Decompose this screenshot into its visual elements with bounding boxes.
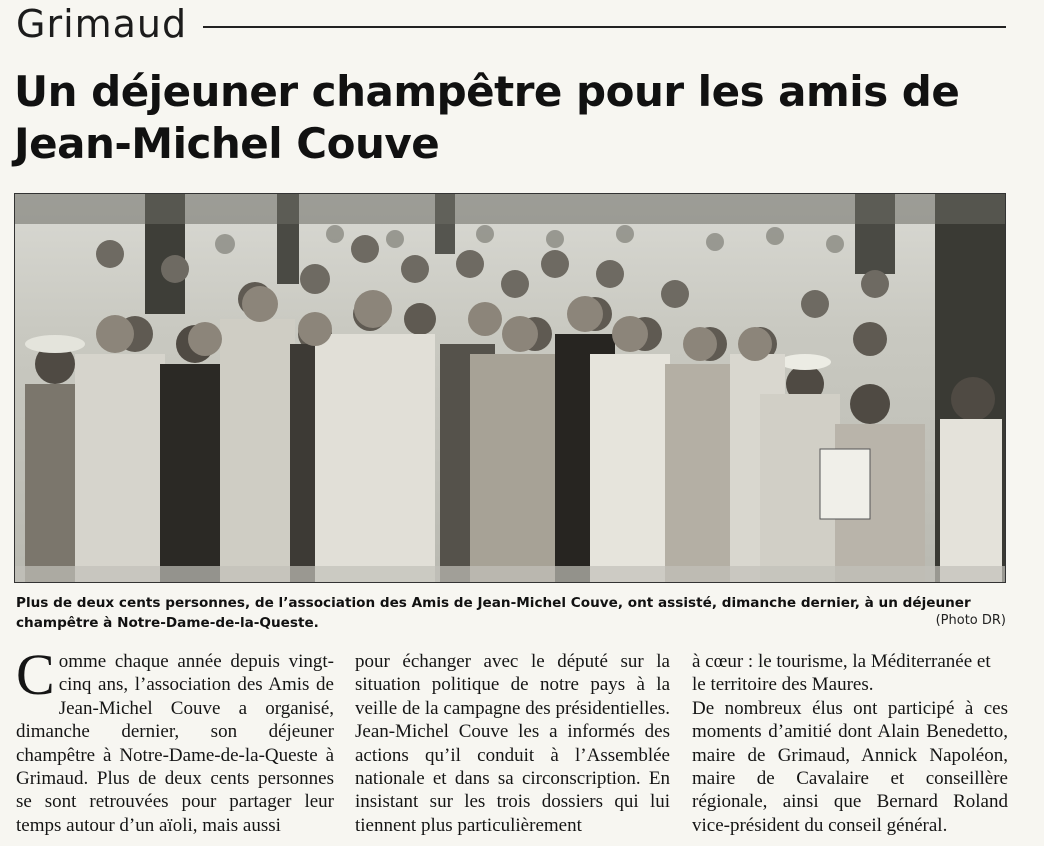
article-text-3a: à cœur : le tourisme, la Méditerranée et le territoire des Maures. [692, 651, 991, 696]
article-column-1 [16, 642, 334, 840]
photo-credit: (Photo DR) [935, 613, 1006, 628]
headline: Un déjeuner champêtre pour les amis de Jean-Michel Couve [14, 67, 960, 168]
article-column-3 [692, 650, 1008, 840]
section-rule [203, 26, 1006, 28]
group-photo [14, 193, 1006, 583]
photo-caption: Plus de deux cents personnes, de l’association des Amis de Jean-Michel Couve, ont assisté, dimanche dernier, à un déjeuner champêtre à Notre-Dame-de-la-Queste. [16, 595, 971, 631]
section-header [16, 2, 1006, 46]
article-text-1: omme chaque année depuis vingt-cinq ans, l’association des Amis de Jean-Michel Couve a organisé, dimanche dernier, son déjeuner champêtre à Notre-Dame-de-la-Queste à Grimaud. Plus de deux cents personnes se sont retrouvées pour partager leur temps autour d’un aïoli, mais aussi [16, 651, 334, 836]
article-column-2 [355, 650, 670, 840]
drop-cap: C [16, 642, 55, 707]
article-text-2: pour échanger avec le député sur la situation politique de notre pays à la veille de la campagne des présidentielles. Jean-Michel Couve les a informés des actions qu’il conduit à l’Assemblée nationale et dans sa circonscription. En insistant sur les trois dossiers qui lui tiennent plus particulièrement [355, 651, 670, 836]
group-photo-illustration [15, 194, 1005, 582]
section-name: Grimaud [16, 2, 188, 46]
article-text-3b: De nombreux élus ont participé à ces moments d’amitié dont Alain Benedetto, maire de Grimaud, Annick Napoléon, maire de Cavalaire et conseillère régionale, ainsi que Bernard Roland vice-président du conseil général. [692, 697, 1008, 836]
